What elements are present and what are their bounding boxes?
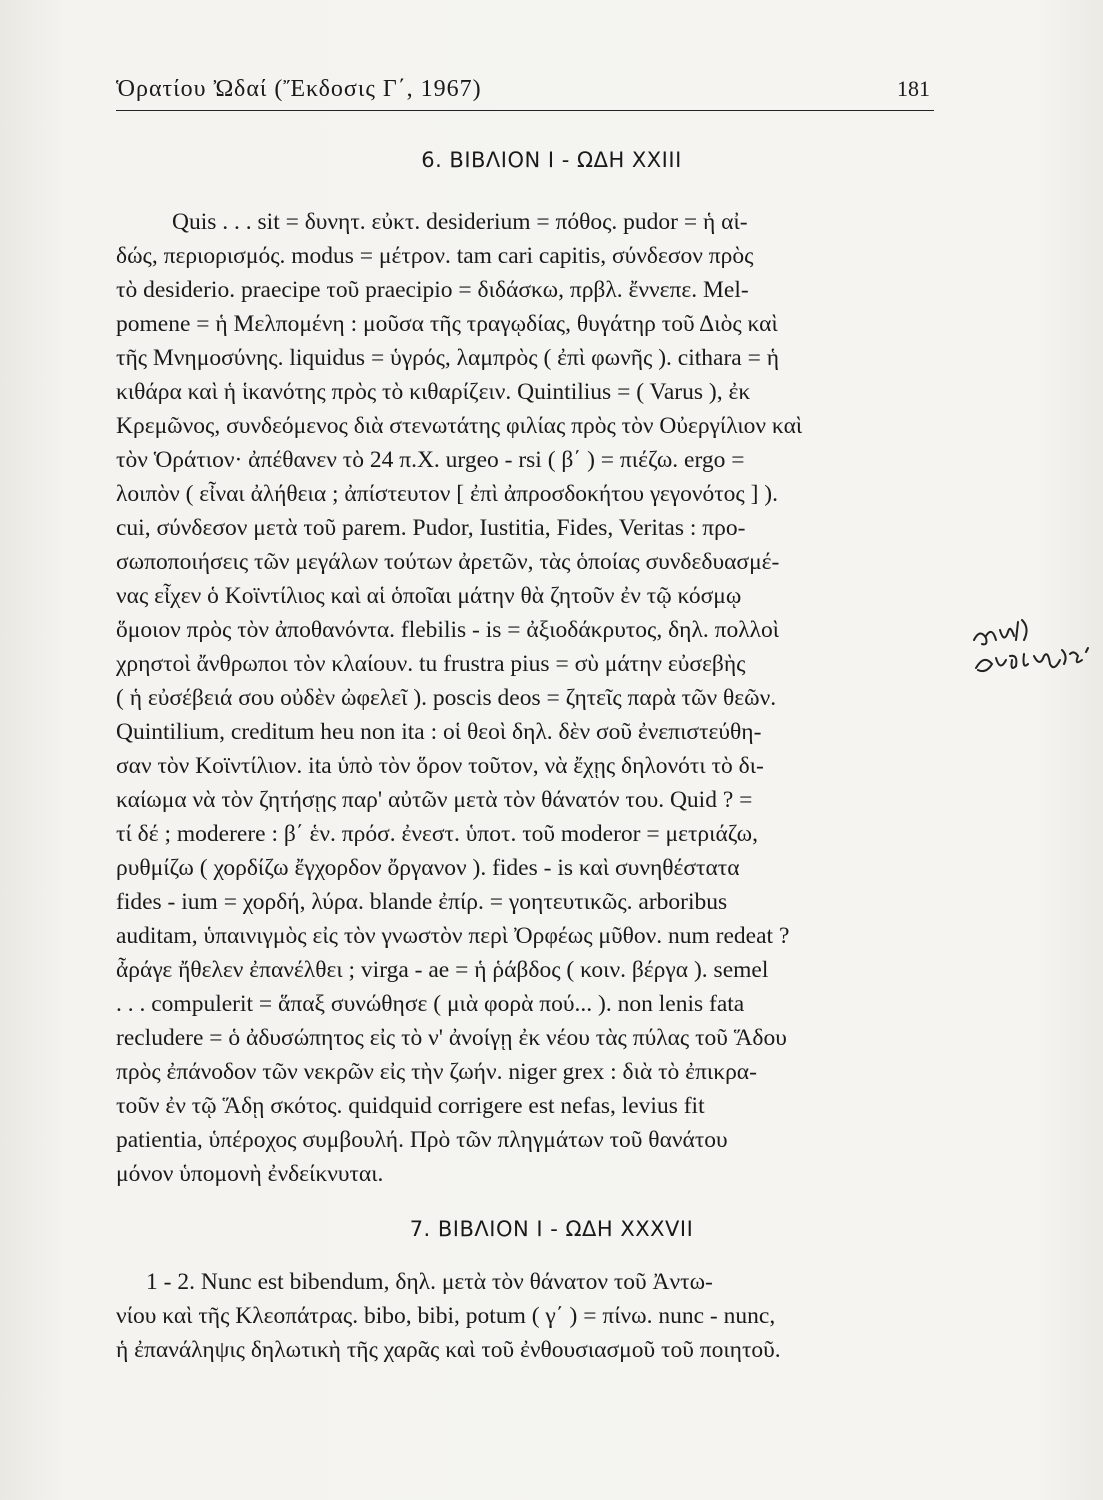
handwriting-scribble [970,610,1095,685]
text-line: . . . compulerit = ἅπαξ συνώθησε ( μιὰ φορὰ πού... ). non lenis fata [116,991,745,1017]
commentary-ode-23 [116,205,946,1191]
text-line: ὅμοιον πρὸς τὸν ἀποθανόντα. flebilis - is = ἀξιοδάκρυτος, δηλ. πολλοὶ [116,617,780,643]
text-line: Κρεμῶνος, συνδεόμενος διὰ στενωτάτης φιλίας πρὸς τὸν Οὐεργίλιον καὶ [116,413,803,439]
running-head [116,70,934,111]
text-line: μόνον ὑπομονὴ ἐνδείκνυται. [116,1161,384,1187]
text-line: χρηστοὶ ἄνθρωποι τὸν κλαίουν. tu frustra pius = σὺ μάτην εὐσεβὴς [116,651,746,677]
text-line: νας εἶχεν ὁ Κοϊντίλιος καὶ αἱ ὁποῖαι μάτην θὰ ζητοῦν ἐν τῷ κόσμῳ [116,583,742,609]
commentary-ode-37 [116,1265,946,1367]
text-line: τὸ desiderio. praecipe τοῦ praecipio = διδάσκω, πρβλ. ἔννεπε. Mel- [116,277,749,303]
text-line: Quintilium, creditum heu non ita : οἱ θεοὶ δηλ. δὲν σοῦ ἐνεπιστεύθη- [116,719,762,745]
text-line: τῆς Μνημοσύνης. liquidus = ὑγρός, λαμπρὸς ( ἐπὶ φωνῆς ). cithara = ἡ [116,345,780,371]
section-heading-ode-37: 7. ΒΙΒΛΙΟΝ Ι - ΩΔΗ XXXVII [409,1217,694,1241]
text-line: σαν τὸν Κοϊντίλιον. ita ὑπὸ τὸν ὅρον τοῦτον, νὰ ἔχῃς δηλονότι τὸ δι- [116,753,764,779]
text-line: σωποποιήσεις τῶν μεγάλων τούτων ἀρετῶν, τὰς ὁποίας συνδεδυασμέ- [116,549,780,575]
page-number: 181 [897,76,930,101]
text-line: τί δέ ; moderere : β΄ ἑν. πρόσ. ἐνεστ. ὑποτ. τοῦ moderor = μετριάζω, [116,821,759,847]
text-line: auditam, ὑπαινιγμὸς εἰς τὸν γνωστὸν περὶ Ὀρφέως μῦθον. num redeat ? [116,923,790,949]
text-line: ( ἡ εὐσέβειά σου οὐδὲν ὠφελεῖ ). poscis deos = ζητεῖς παρὰ τῶν θεῶν. [116,685,777,711]
text-line: κιθάρα καὶ ἡ ἱκανότης πρὸς τὸ κιθαρίζειν. Quintilius = ( Varus ), ἐκ [116,379,751,405]
text-line: patientia, ὑπέροχος συμβουλή. Πρὸ τῶν πληγμάτων τοῦ θανάτου [116,1127,728,1153]
text-line: ἆράγε ἤθελεν ἐπανέλθει ; virga - ae = ἡ ῥάβδος ( κοιν. βέργα ). semel [116,957,769,983]
text-line: δώς, περιορισμός. modus = μέτρον. tam cari capitis, σύνδεσον πρὸς [116,243,754,269]
running-head-title: Ὁρατίου Ὠδαί (Ἔκδοσις Γ΄, 1967) [116,76,482,102]
text-line: λοιπὸν ( εἶναι ἀλήθεια ; ἀπίστευτον [ ἐπὶ ἀπροσδοκήτου γεγονότος ] ). [116,481,778,507]
text-line: ἡ ἐπανάληψις δηλωτικὴ τῆς χαρᾶς καὶ τοῦ ἐνθουσιασμοῦ τοῦ ποιητοῦ. [116,1337,781,1363]
text-line: cui, σύνδεσον μετὰ τοῦ parem. Pudor, Iustitia, Fides, Veritas : προ- [116,515,746,541]
text-line: τοῦν ἐν τῷ Ἅδῃ σκότος. quidquid corrigere est nefas, levius fit [116,1093,705,1119]
text-line: καίωμα νὰ τὸν ζητήσῃς παρ' αὐτῶν μετὰ τὸν θάνατόν του. Quid ? = [116,787,753,813]
handwritten-margin-note [970,610,1095,685]
text-line: 1 - 2. Nunc est bibendum, δηλ. μετὰ τὸν θάνατον τοῦ Ἀντω- [146,1269,713,1295]
text-line: Quis . . . sit = δυνητ. εὐκτ. desiderium = πόθος. pudor = ἡ αἰ- [172,209,748,235]
section-heading-ode-23: 6. ΒΙΒΛΙΟΝ Ι - ΩΔΗ XXIII [421,148,682,172]
text-line: τὸν Ὁράτιον· ἀπέθανεν τὸ 24 π.Χ. urgeo - rsi ( β΄ ) = πιέζω. ergo = [116,447,745,473]
text-line: ρυθμίζω ( χορδίζω ἔγχορδον ὄργανον ). fides - is καὶ συνηθέστατα [116,855,740,881]
text-line: νίου καὶ τῆς Κλεοπάτρας. bibo, bibi, potum ( γ΄ ) = πίνω. nunc - nunc, [116,1303,776,1329]
text-line: fides - ium = χορδή, λύρα. blande ἐπίρ. = γοητευτικῶς. arboribus [116,889,728,915]
text-line: πρὸς ἐπάνοδον τῶν νεκρῶν εἰς τὴν ζωήν. niger grex : διὰ τὸ ἐπικρα- [116,1059,757,1085]
text-line: recludere = ὁ ἀδυσώπητος εἰς τὸ ν' ἀνοίγῃ ἐκ νέου τὰς πύλας τοῦ Ἅδου [116,1025,787,1051]
text-line: pomene = ἡ Μελπομένη : μοῦσα τῆς τραγῳδίας, θυγάτηρ τοῦ Διὸς καὶ [116,311,778,337]
